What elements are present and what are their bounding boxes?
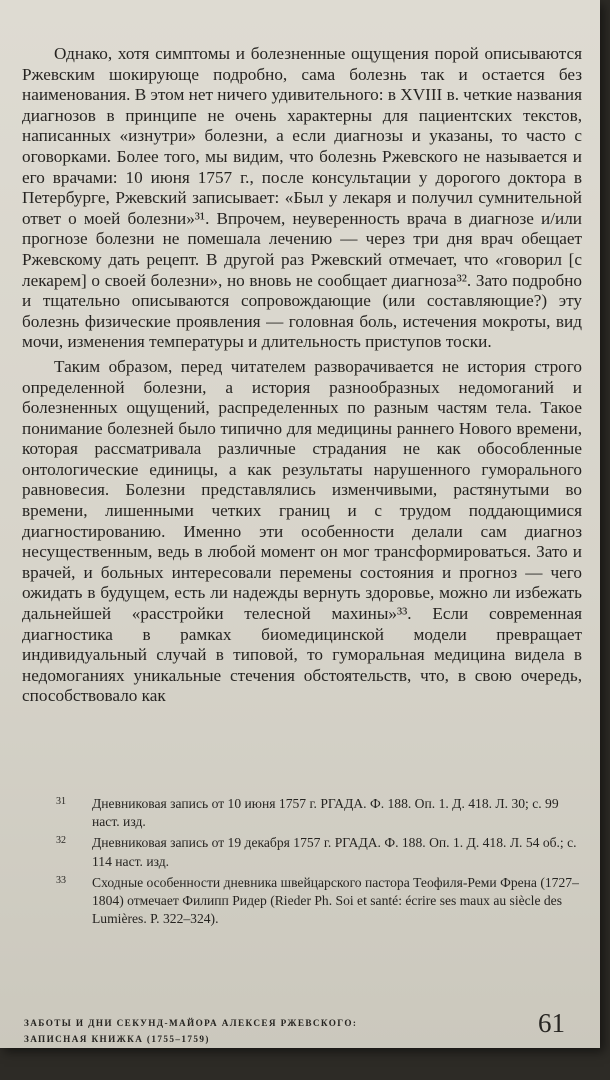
footnote-number: 32 bbox=[56, 835, 66, 847]
paragraph: Однако, хотя симптомы и болезненные ощущения порой описываются Ржевским шокирующе подробно, сама болезнь так и остается без наименования. В этом нет ничего удивительного: в XVIII в. четкие названия диагнозов в принципе не очень характерны для пациентских текстов, написанных «изнутри» болезни, а если диагнозы и указаны, то часто с оговорками. Более того, мы видим, что болезнь Ржевского не называется и его врачами: 10 июня 1757 г., после консультации у дорогого доктора в Петербурге, Ржевский записывает: «Был у лекаря и получил сумнительной ответ о моей болезни»³¹. Впрочем, неуверенность врача в диагнозе и/или прогнозе болезни не помешала лечению — через три дня врач обещает Ржевскому дать рецепт. В другой раз Ржевский отмечает, что «говорил [с лекарем] о своей болезни», но вновь не сообщает диагноза³². Зато подробно и тщательно описываются сопровождающие (или составляющие?) эту болезнь физические проявления — головная боль, истечения мокроты, вид мочи, изменения температуры и длительность приступов тоски. bbox=[22, 44, 582, 352]
footnote bbox=[56, 874, 584, 929]
running-head-line: ЗАБОТЫ И ДНИ СЕКУНД-МАЙОРА АЛЕКСЕЯ РЖЕВСКОГО: bbox=[24, 1018, 358, 1028]
footnotes bbox=[56, 795, 584, 931]
footnote-number: 33 bbox=[56, 874, 66, 886]
page-number: 61 bbox=[538, 1008, 565, 1038]
footnote-number: 31 bbox=[56, 796, 66, 807]
footnote-text: Дневниковая запись от 10 июня 1757 г. РГАДА. Ф. 188. Оп. 1. Д. 418. Л. 30; с. 99 наст. изд. bbox=[92, 796, 559, 830]
footnote bbox=[56, 795, 584, 831]
running-head bbox=[24, 1015, 444, 1047]
footnote-text: Дневниковая запись от 19 декабря 1757 г. РГАДА. Ф. 188. Оп. 1. Д. 418. Л. 54 об.; с. 114 наст. изд. bbox=[92, 835, 577, 869]
paragraph: Таким образом, перед читателем разворачивается не история строго определенной болезни, а история разнообразных недомоганий и болезненных ощущений, распределенных по разным частям тела. Такое понимание болезней было типично для медицины раннего Нового времени, которая рассматривала различные страдания не как обособленные онтологические единицы, а как результаты нарушенного гуморального равновесия. Болезни представлялись изменчивыми, растянутыми во времени, лишенными четких границ и с трудом поддающимися диагностированию. Именно эти особенности делали сам диагноз несущественным, ведь в любой момент он мог трансформироваться. Зато и врачей, и больных интересовали перемены состояния и прогноз — чего ожидать в будущем, есть ли надежды вернуть здоровье, можно ли избежать дальнейшей «расстройки телесной махины»³³. Если современная диагностика в рамках биомедицинской модели превращает индивидуальный случай в типовой, то гуморальная медицина видела в недомоганиях уникальные стечения обстоятельств, что, в свою очередь, способствовало как bbox=[22, 356, 582, 706]
main-text bbox=[22, 44, 582, 711]
running-head-line: ЗАПИСНАЯ КНИЖКА (1755–1759) bbox=[24, 1034, 210, 1044]
footnote-text: Сходные особенности дневника швейцарского пастора Теофиля-Реми Френа (1727–1804) отмечает Филипп Ридер (Rieder Ph. Soi et santé: écrire ses maux au siècle des Lumières. P. 322–324). bbox=[92, 874, 579, 927]
footnote bbox=[56, 834, 584, 870]
